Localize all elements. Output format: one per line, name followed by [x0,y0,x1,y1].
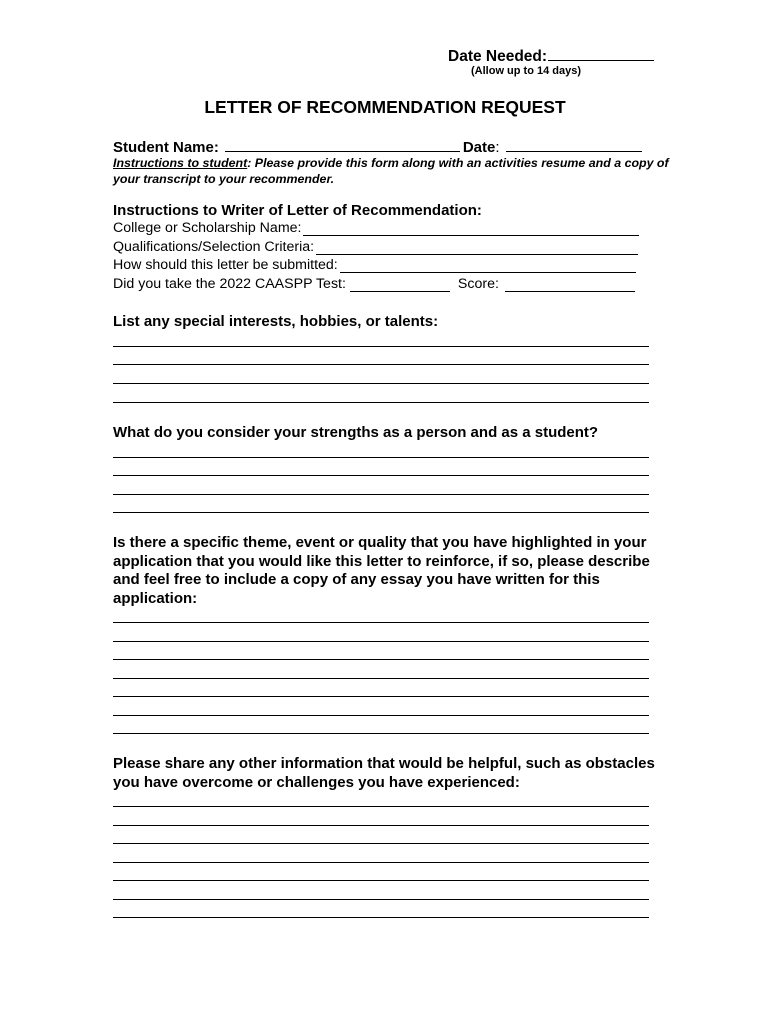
student-date-field[interactable] [506,137,642,152]
answer-line[interactable] [113,715,649,716]
caaspp-label: Did you take the 2022 CAASPP Test: [113,276,346,292]
student-row [113,137,645,156]
student-date-colon: : [495,139,500,156]
answer-line[interactable] [113,494,649,495]
answer-line[interactable] [113,862,649,863]
criteria-field[interactable] [316,239,638,255]
answer-line[interactable] [113,346,649,347]
answer-line[interactable] [113,899,649,900]
answer-line[interactable] [113,457,649,458]
answer-line[interactable] [113,364,649,365]
student-name-field[interactable] [225,137,460,152]
score-label: Score: [457,276,499,292]
answer-line[interactable] [113,383,649,384]
college-label: College or Scholarship Name: [113,220,302,236]
interests-question: List any special interests, hobbies, or talents: [113,313,439,330]
page-title: LETTER OF RECOMMENDATION REQUEST [204,97,566,117]
criteria-row [113,239,638,255]
student-instructions-lead: Instructions to student [113,156,248,170]
answer-line[interactable] [113,880,649,881]
answer-line[interactable] [113,917,649,918]
caaspp-field[interactable] [350,276,450,292]
answer-line[interactable] [113,843,649,844]
date-needed [448,46,654,66]
criteria-label: Qualifications/Selection Criteria: [113,239,315,255]
college-row [113,220,639,236]
submit-row [113,257,636,273]
student-instructions [113,155,673,187]
other-question: Please share any other information that would be helpful, such as obstacles you have overcome or challenges you have experienced: [113,755,655,791]
answer-line[interactable] [113,641,649,642]
date-needed-field[interactable] [548,46,654,61]
writer-instructions-heading: Instructions to Writer of Letter of Recommendation: [113,202,482,219]
submit-label: How should this letter be submitted: [113,257,338,273]
theme-question: Is there a specific theme, event or quality that you have highlighted in your application that you would like this letter to reinforce, if so, please describe and feel free to include a copy of any essay you have written for this application: [113,534,650,608]
answer-line[interactable] [113,622,649,623]
answer-line[interactable] [113,696,649,697]
student-name-label: Student Name: [113,139,219,156]
answer-line[interactable] [113,733,649,734]
score-field[interactable] [505,276,635,292]
student-date-label: Date [462,139,496,156]
caaspp-row [113,276,635,292]
college-field[interactable] [303,220,639,236]
student-instructions-text: : Please provide this form along with an activities resume and a copy of your transcript to your recommender. [113,156,669,186]
allow-note: (Allow up to 14 days) [471,65,582,77]
submit-field[interactable] [340,257,636,273]
answer-line[interactable] [113,475,649,476]
answer-line[interactable] [113,806,649,807]
answer-line[interactable] [113,512,649,513]
answer-line[interactable] [113,678,649,679]
date-needed-label: Date Needed: [448,48,548,65]
strengths-question: What do you consider your strengths as a person and as a student? [113,424,599,441]
answer-line[interactable] [113,659,649,660]
answer-line[interactable] [113,402,649,403]
answer-line[interactable] [113,825,649,826]
